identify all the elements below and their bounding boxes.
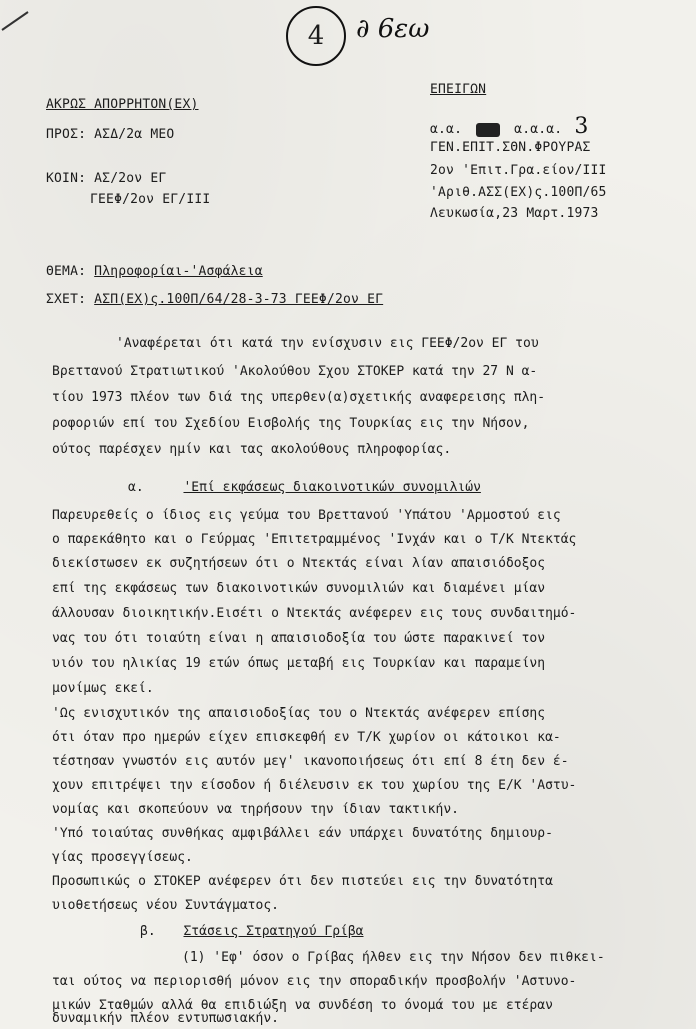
body-line: χουν επιτρέψει την είσοδον ή διέλευσιν εκ του χωρίου της Ε/Κ 'Αστυ- xyxy=(52,778,577,793)
subject-label: ΘΕΜΑ: xyxy=(46,264,87,279)
copy-mid: α.α.α. xyxy=(514,122,563,137)
body-line: ότι όταν προ ημερών είχεν επισκεφθή εν Τ/Κ χωρίον οι κάτοικοι κα- xyxy=(52,730,561,745)
body-line: διεκίστωσεν εκ συζητήσεων ότι ο Ντεκτάς είναι λίαν απαισιόδοξος xyxy=(52,556,546,571)
section-b-heading xyxy=(140,918,364,946)
body-line: Βρεττανού Στρατιωτικού 'Ακολούθου Σχου ΣΤΟΚΕΡ κατά την 27 Ν α- xyxy=(52,364,538,379)
body-line: δυναμικήν πλέον εντυπωσιακήν. xyxy=(52,1011,279,1026)
section-a-letter: α. xyxy=(128,480,144,495)
copy-number-line xyxy=(430,114,589,139)
body-line: τίου 1973 πλέον των διά της υπερθεν(α)σχετικής αναφερεισης πλη- xyxy=(52,390,546,405)
copy-prefix: α.α. xyxy=(430,122,463,137)
section-b-letter: β. xyxy=(140,924,156,939)
subject-text: Πληροφορίαι-'Ασφάλεια xyxy=(94,264,263,279)
body-line: νομίας και σκοπεύουν να τηρήσουν την ίδιαν τακτικήν. xyxy=(52,802,459,817)
body-line: Προσωπικώς ο ΣΤΟΚΕΡ ανέφερεν ότι δεν πιστεύει εις την δυνατότητα xyxy=(52,874,553,889)
handwritten-circled-number xyxy=(286,6,346,66)
redacted-mark-icon xyxy=(476,123,500,137)
reference-text: ΑΣΠ(ΕΧ)ς.100Π/64/28-3-73 ΓΕΕΦ/2ον ΕΓ xyxy=(94,292,384,307)
body-line: τέστησαν γνωστόν εις αυτόν μεγ' ικανοποιήσεως ότι επί 8 έτη δεν έ- xyxy=(52,754,569,769)
document-reference-number: 'Αριθ.ΑΣΣ(ΕΧ)ς.100Π/65 xyxy=(430,185,607,200)
reference-label: ΣΧΕΤ: xyxy=(46,292,87,307)
body-line: 'Ως ενισχυτικόν της απαισιοδοξίας του ο Ντεκτάς ανέφερεν επίσης xyxy=(52,706,546,721)
body-line: (1) 'Εφ' όσον ο Γρίβας ήλθεν εις την Νήσον δεν πιθκει- xyxy=(182,950,605,965)
copy-recipient-line-1: ΚΟΙΝ: ΑΣ/2ον ΕΓ xyxy=(46,171,167,186)
handwritten-note: ∂ 6εω xyxy=(356,14,430,44)
body-line: επί της εκφάσεως των διακοινοτικών συνομιλιών και διαμένει μίαν xyxy=(52,581,546,596)
scratch-mark-icon xyxy=(0,0,40,40)
body-line: μονίμως εκεί. xyxy=(52,681,154,696)
body-line: υιοθετήσεως νέου Συντάγματος. xyxy=(52,898,279,913)
body-line: ται ούτος να περιορισθή μόνον εις την σποραδικήν προσβολήν 'Αστυνο- xyxy=(52,974,577,989)
circled-number-text: 4 xyxy=(307,21,325,51)
body-line: ο παρεκάθητο και ο Γεύρμας 'Επιτετραμμένος 'Ινχάν και ο Τ/Κ Ντεκτάς xyxy=(52,532,577,547)
body-line: άλλουσαν διοικητικήν.Εισέτι ο Ντεκτάς ανέφερεν εις τους συνδαιτημό- xyxy=(52,606,577,621)
section-b-title: Στάσεις Στρατηγού Γρίβα xyxy=(183,924,364,939)
reference-line xyxy=(46,292,383,307)
body-line: 'Αναφέρεται ότι κατά την ενίσχυσιν εις ΓΕΕΦ/2ον ΕΓ του xyxy=(116,336,539,351)
body-line: υιόν του ηλικίας 19 ετών όπως μεταβή εις Τουρκίαν και παραμείνη xyxy=(52,656,546,671)
body-line: 'Υπό τοιαύτας συνθήκας αμφιβάλλει εάν υπάρχει δυνατότης δημιουρ- xyxy=(52,826,553,841)
subject-line xyxy=(46,264,263,279)
section-a-heading xyxy=(128,474,481,502)
document-date: Λευκωσία,23 Μαρτ.1973 xyxy=(430,206,599,221)
body-line: ροφοριών επί του Σχεδίου Εισβολής της Τουρκίας εις την Νήσον, xyxy=(52,416,530,431)
issuing-authority: ΓΕΝ.ΕΠΙΤ.ΣΘΝ.ΦΡΟΥΡΑΣ xyxy=(430,140,591,155)
body-line: μικών Σταθμών αλλά θα επιδιώξη να συνδέση το όνομά του με ετέραν xyxy=(52,998,553,1013)
body-line: Παρευρεθείς ο ίδιος εις γεύμα του Βρεττανού 'Υπάτου 'Αρμοστού εις xyxy=(52,508,561,523)
body-line: ούτος παρέσχεν ημίν και τας ακολούθους πληροφορίας. xyxy=(52,442,452,457)
classification-marking: ΑΚΡΩΣ ΑΠΟΡΡΗΤΟΝ(ΕΧ) xyxy=(46,97,199,112)
priority-marking: ΕΠΕΙΓΩΝ xyxy=(430,82,487,97)
copy-recipient-line-2: ΓΕΕΦ/2ον ΕΓ/ΙΙΙ xyxy=(90,192,211,207)
recipient-line: ΠΡΟΣ: ΑΣΔ/2α ΜΕΟ xyxy=(46,127,175,142)
section-a-title: 'Επί εκφάσεως διακοινοτικών συνομιλιών xyxy=(183,480,481,495)
handwritten-copy-number: 3 xyxy=(574,114,589,139)
body-line: γίας προσεγγίσεως. xyxy=(52,850,193,865)
issuing-office: 2ον 'Επιτ.Γρα.είον/ΙΙΙ xyxy=(430,163,607,178)
body-line: νας του ότι τοιαύτη είναι η απαισιοδοξία του ώστε παρακινεί τον xyxy=(52,631,546,646)
